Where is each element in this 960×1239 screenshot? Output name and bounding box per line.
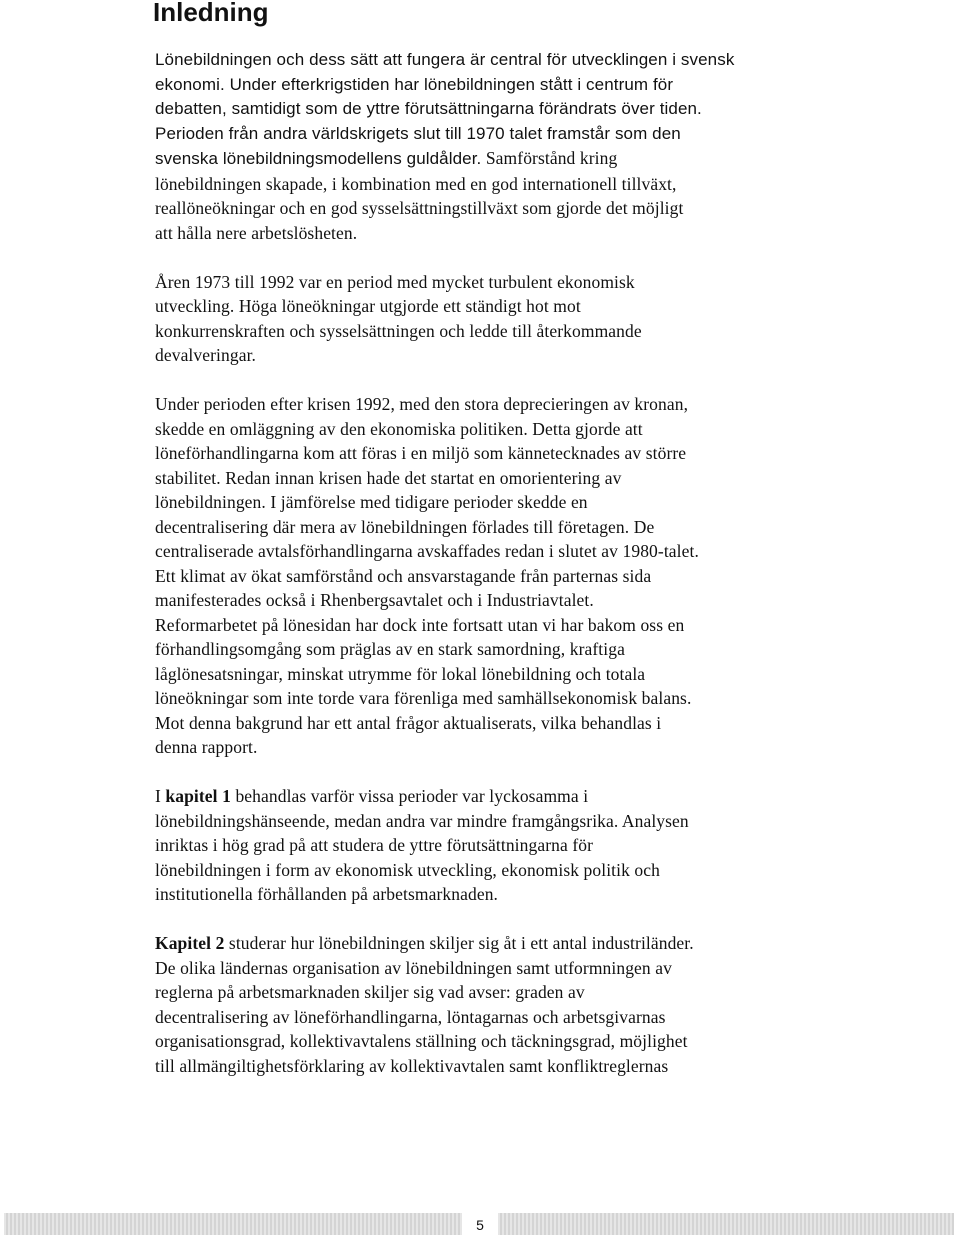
text-line: stabilitet. Redan innan krisen hade det startat en omorientering av xyxy=(155,467,622,488)
text-line-mixed xyxy=(155,146,855,172)
text-line: centraliserade avtalsförhandlingarna avskaffades redan i slutet av 1980-talet. xyxy=(155,541,699,561)
text-line: debatten, samtidigt som de yttre förutsättningarna förändrats över tiden. xyxy=(155,99,702,118)
text-line: inriktas i hög grad på att studera de yttre förutsättningarna för xyxy=(155,835,594,855)
chapter-reference: Kapitel 2 xyxy=(155,933,225,953)
text-line: Ett klimat av ökat samförstånd och ansvarstagande från parternas sida xyxy=(155,565,652,586)
text-line: förhandlingsomgång som präglas av en stark samordning, kraftiga xyxy=(155,639,625,659)
text-line: utveckling. Höga löneökningar utgjorde ett ständigt hot mot xyxy=(155,296,581,316)
text-line: De olika ländernas organisation av lönebildningen samt utformningen av xyxy=(155,957,672,978)
text-line: manifesterades också i Rhenbergsavtalet och i Industriavtalet. xyxy=(155,590,594,610)
text-line: ekonomi. Under efterkrigstiden har lönebildningen stått i centrum för xyxy=(155,74,674,94)
text-segment: I xyxy=(155,786,166,806)
text-line: lönebildningen. I jämförelse med tidigare perioder skedde en xyxy=(155,492,588,512)
text-line-mixed xyxy=(155,931,855,956)
body-text xyxy=(155,48,855,1078)
page-footer xyxy=(0,1213,960,1235)
text-line: lönebildningen skapade, i kombination med en god internationell tillväxt, xyxy=(155,173,677,194)
footer-bar-right xyxy=(498,1213,954,1235)
text-line: löneförhandlingarna kom att föras i en miljö som kännetecknades av större xyxy=(155,443,687,463)
paragraph-after-crisis xyxy=(155,392,855,760)
page-number: 5 xyxy=(476,1217,484,1233)
paragraph-chapter-2 xyxy=(155,931,855,1078)
text-line-mixed xyxy=(155,784,855,809)
text-line: lönebildningen i form av ekonomisk utveckling, ekonomisk politik och xyxy=(155,859,660,880)
chapter-reference: kapitel 1 xyxy=(165,786,231,806)
text-line: konkurrenskraften och sysselsättningen och ledde till återkommande xyxy=(155,320,642,341)
text-line: denna rapport. xyxy=(155,737,258,757)
text-line: låglönesatsningar, minskat utrymme för lokal lönebildning och totala xyxy=(155,663,646,684)
text-line: att hålla nere arbetslösheten. xyxy=(155,222,358,243)
text-line: skedde en omläggning av den ekonomiska politiken. Detta gjorde att xyxy=(155,418,643,439)
text-line: institutionella förhållanden på arbetsmarknaden. xyxy=(155,884,499,904)
footer-bar-left xyxy=(4,1213,462,1235)
text-line: decentralisering där mera av lönebildningen förlades till företagen. De xyxy=(155,516,655,537)
text-line: reallöneökningar och en god sysselsättningstillväxt som gjorde det möjligt xyxy=(155,198,684,218)
text-line: organisationsgrad, kollektivavtalens ställning och täckningsgrad, möjlighet xyxy=(155,1031,688,1051)
text-line: Lönebildningen och dess sätt att fungera är central för utvecklingen i svensk xyxy=(155,50,735,69)
text-line: Mot denna bakgrund har ett antal frågor aktualiserats, vilka behandlas i xyxy=(155,712,662,733)
text-line: Åren 1973 till 1992 var en period med mycket turbulent ekonomisk xyxy=(155,271,635,292)
text-segment: behandlas varför vissa perioder var lyckosamma i xyxy=(230,786,589,806)
text-segment: studerar hur lönebildningen skiljer sig åt i ett antal industriländer. xyxy=(224,933,694,953)
text-line: reglerna på arbetsmarknaden skiljer sig vad avser: graden av xyxy=(155,982,585,1002)
text-line: devalveringar. xyxy=(155,345,257,365)
paragraph-intro xyxy=(155,48,855,245)
text-line: Reformarbetet på lönesidan har dock inte fortsatt utan vi har bakom oss en xyxy=(155,614,685,635)
text-segment-sans: svenska lönebildningsmodellens guldålder. xyxy=(155,149,482,168)
text-line: löneökningar som inte torde vara förenliga med samhällsekonomisk balans. xyxy=(155,688,692,708)
text-line: Under perioden efter krisen 1992, med den stora deprecieringen av kronan, xyxy=(155,394,689,414)
page-title: Inledning xyxy=(153,0,269,27)
text-segment-serif: Samförstånd kring xyxy=(481,148,618,168)
text-line: till allmängiltighetsförklaring av kollektivavtalen samt konfliktreglernas xyxy=(155,1055,669,1076)
paragraph-turbulent-period xyxy=(155,270,855,368)
text-line: lönebildningshänseende, medan andra var mindre framgångsrika. Analysen xyxy=(155,810,689,831)
paragraph-chapter-1 xyxy=(155,784,855,907)
text-line: Perioden från andra världskrigets slut till 1970 talet framstår som den xyxy=(155,123,681,143)
text-line: decentralisering av löneförhandlingarna, löntagarnas och arbetsgivarnas xyxy=(155,1006,666,1027)
